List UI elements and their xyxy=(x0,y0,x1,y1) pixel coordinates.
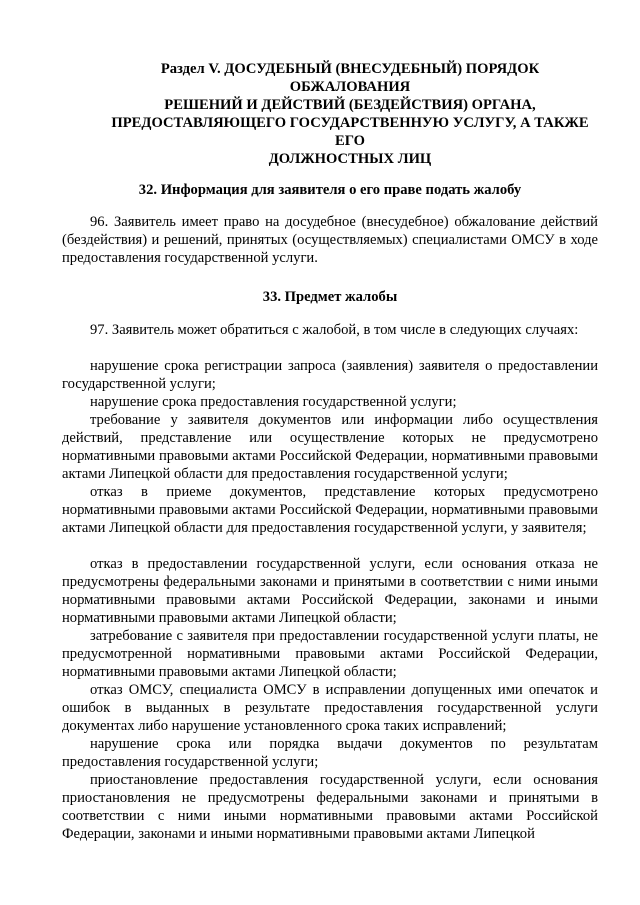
list-item: отказ в приеме документов, представление которых предусмотрено нормативными правовыми актами Российской Федерации, нормативными правовыми актами Липецкой области для предоставления государственной услуги, у заявителя; xyxy=(62,484,598,536)
section-33-heading: 33. Предмет жалобы xyxy=(262,289,398,305)
list-item: нарушение срока регистрации запроса (заявления) заявителя о предоставлении государственной услуги; xyxy=(62,358,598,392)
section-title-line: ПРЕДОСТАВЛЯЮЩЕГО ГОСУДАРСТВЕННУЮ УСЛУГУ, А ТАКЖЕ xyxy=(111,115,589,131)
section-title-line: РЕШЕНИЙ И ДЕЙСТВИЙ (БЕЗДЕЙСТВИЯ) ОРГАНА, xyxy=(164,97,536,113)
section-title-line: ЕГО xyxy=(334,133,365,149)
list-item: приостановление предоставления государственной услуги, если основания приостановления не предусмотрены федеральными законами и принятыми в соответствии с ними иными нормативными правовыми актами Российской Федерации, законами и иными нормативными правовыми актами Липецкой xyxy=(62,772,598,842)
list-item: отказ в предоставлении государственной услуги, если основания отказа не предусмотрены федеральными законами и принятыми в соответствии с ними иными нормативными правовыми актами Российской Федерации, законами и иными нормативными правовыми актами Липецкой области; xyxy=(62,556,598,626)
list-item: требование у заявителя документов или информации либо осуществления действий, представление или осуществление которых не предусмотрено нормативными правовыми актами Российской Федерации, нормативными правовыми актами Липецкой области для предоставления государственной услуги; xyxy=(62,412,598,482)
section-title-line: ОБЖАЛОВАНИЯ xyxy=(289,79,411,95)
section-32-heading: 32. Информация для заявителя о его праве подать жалобу xyxy=(138,182,522,198)
section-title-line: ДОЛЖНОСТНЫХ ЛИЦ xyxy=(268,151,432,167)
list-item: нарушение срока предоставления государственной услуги; xyxy=(90,394,457,410)
list-item: затребование с заявителя при предоставлении государственной услуги платы, не предусмотренной нормативными правовыми актами Российской Федерации, нормативными правовыми актами Липецкой области; xyxy=(62,628,598,680)
paragraph-97: 97. Заявитель может обратиться с жалобой, в том числе в следующих случаях: xyxy=(90,322,579,338)
list-item: отказ ОМСУ, специалиста ОМСУ в исправлении допущенных ими опечаток и ошибок в выданных в результате предоставления государственной услуги документах либо нарушение установленного срока таких исправлений; xyxy=(62,682,598,734)
paragraph-96: 96. Заявитель имеет право на досудебное (внесудебное) обжалование действий (бездействия) и решений, принятых (осуществляемых) специалистами ОМСУ в ходе предоставления государственной услуги. xyxy=(62,214,598,266)
list-item: нарушение срока или порядка выдачи документов по результатам предоставления государственной услуги; xyxy=(62,736,598,770)
section-title-line: Раздел V. ДОСУДЕБНЫЙ (ВНЕСУДЕБНЫЙ) ПОРЯДОК xyxy=(160,61,540,77)
section-title xyxy=(100,60,600,168)
